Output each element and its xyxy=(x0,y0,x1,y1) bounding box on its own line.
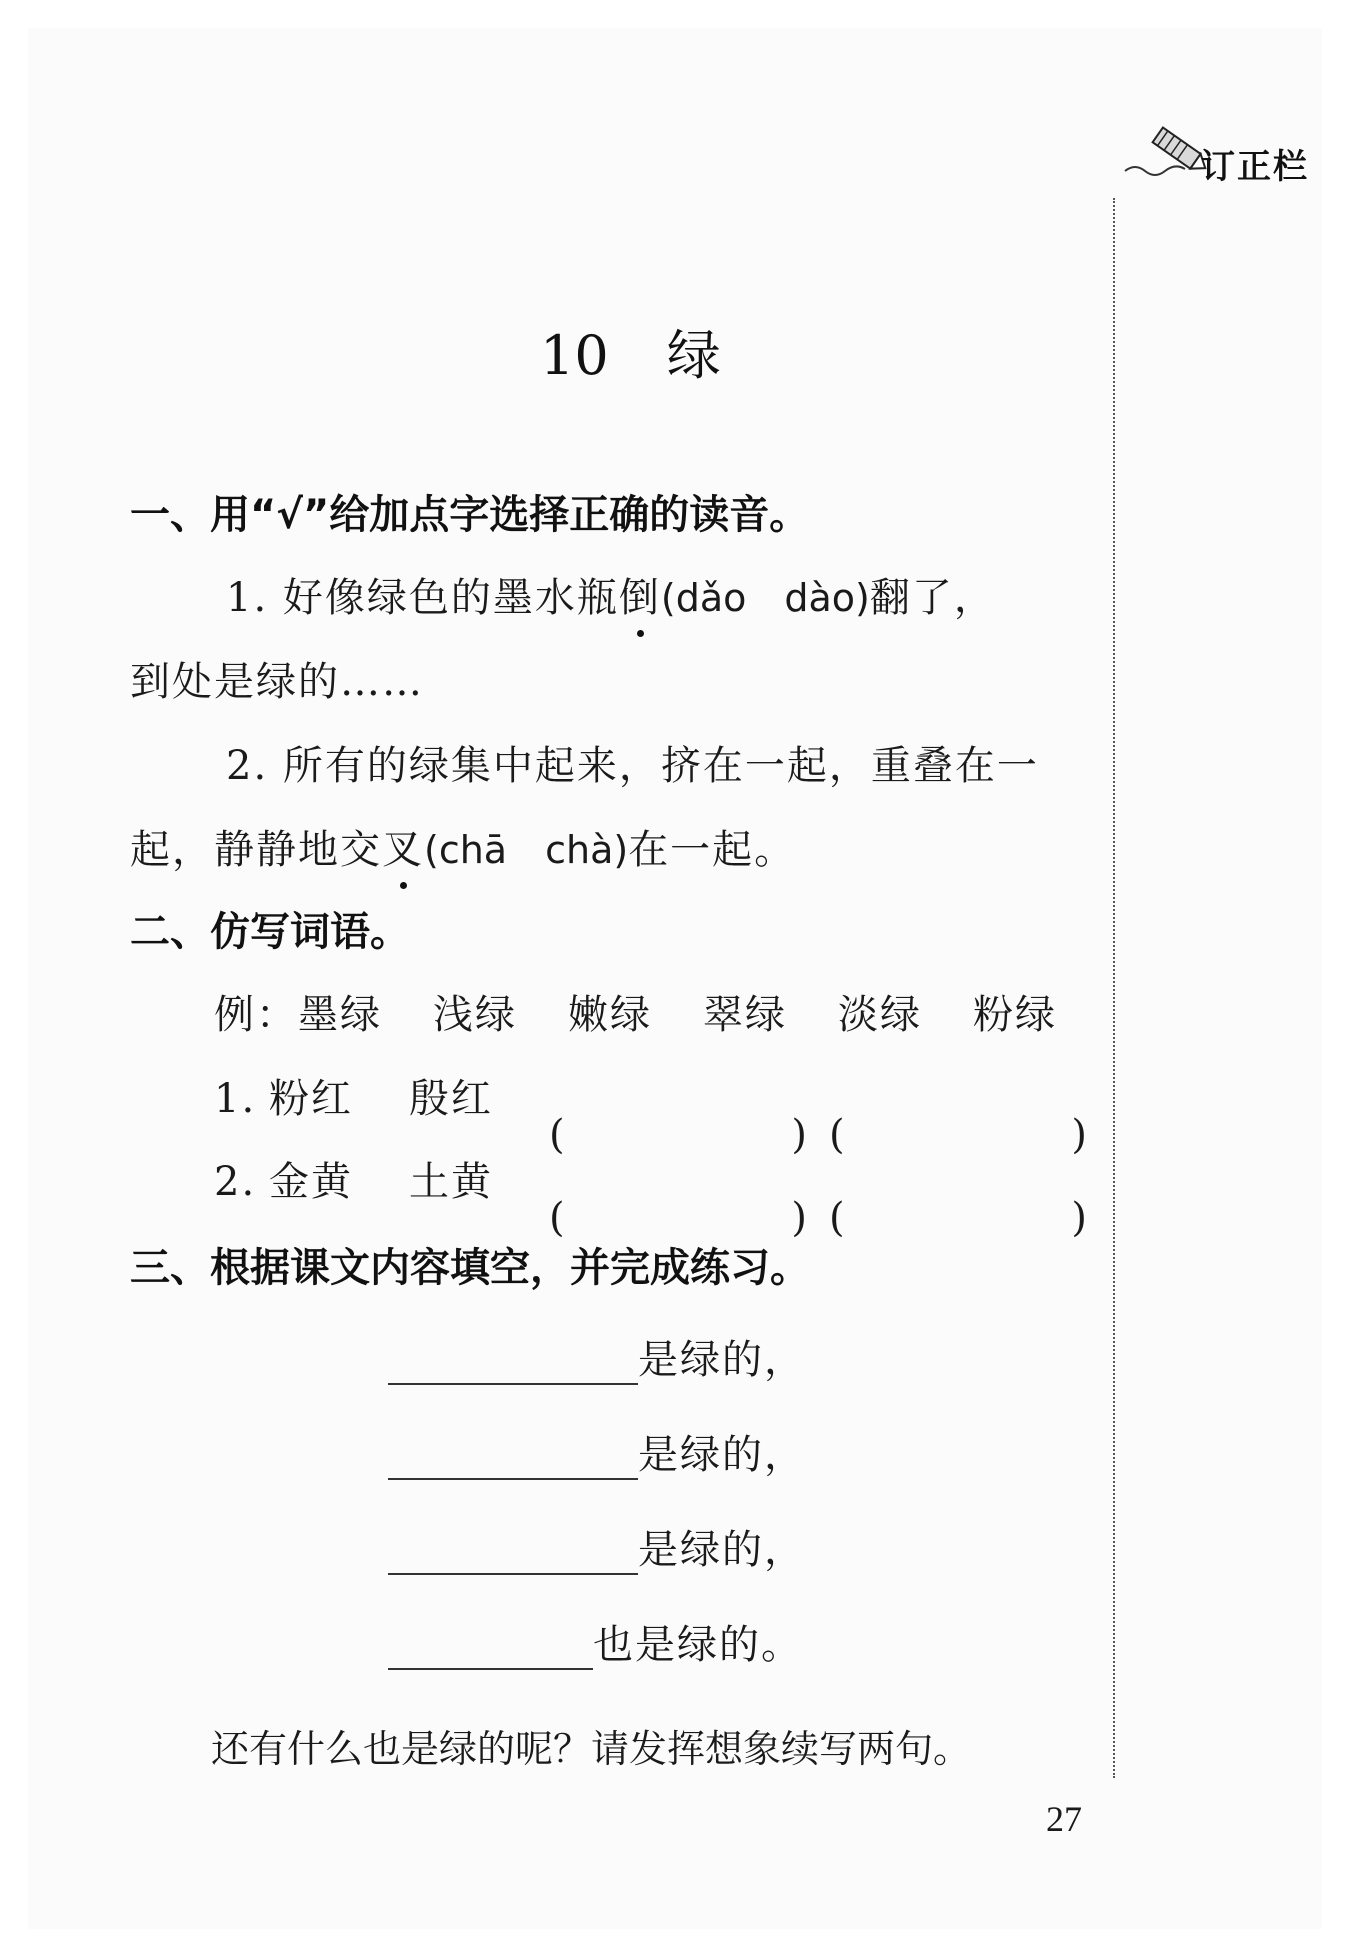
correction-divider xyxy=(1113,198,1115,1778)
section1-q2-line2 xyxy=(130,818,796,875)
lesson-number: 10 xyxy=(540,324,609,387)
page-number: 27 xyxy=(1046,1799,1082,1839)
q2-pinyin-options[interactable]: (chā chà) xyxy=(424,828,629,872)
q1-tail: 翻了， xyxy=(869,575,996,621)
fill-row: 也是绿的。 xyxy=(388,1613,803,1670)
q1-pinyin-options[interactable]: (dǎo dào) xyxy=(660,576,870,620)
example-word: 浅绿 xyxy=(433,992,517,1038)
fill-row: 是绿的， xyxy=(388,1518,806,1575)
q1-lead: 1. 好像绿色的墨水瓶 xyxy=(226,575,619,621)
fill-blank[interactable] xyxy=(388,1436,638,1480)
worksheet-page xyxy=(28,28,1322,1929)
row-word: 金黄 xyxy=(269,1159,353,1205)
row-word: 土黄 xyxy=(409,1159,493,1205)
example-word: 嫩绿 xyxy=(568,992,652,1038)
q2-dotted-char: 叉 xyxy=(382,818,424,875)
section1-heading: 一、用“√”给加点字选择正确的读音。 xyxy=(130,492,810,538)
q2-lead: 起，静静地交 xyxy=(130,827,382,873)
q1-dotted-char: 倒 xyxy=(619,566,661,623)
example-word: 淡绿 xyxy=(838,992,922,1038)
pencil-icon xyxy=(1123,123,1213,183)
section3-prompt: 还有什么也是绿的呢？请发挥想象续写两句。 xyxy=(211,1727,972,1771)
word-row-2: 2. 金黄 土黄 ( ) ( ) xyxy=(214,1150,1074,1207)
example-label: 例： xyxy=(214,992,298,1038)
section2-heading: 二、仿写词语。 xyxy=(130,909,410,955)
correction-column-header xyxy=(1123,123,1350,187)
correction-title: 订正栏 xyxy=(1201,147,1309,187)
lesson-title xyxy=(540,313,721,390)
example-word: 墨绿 xyxy=(298,992,382,1038)
row-number: 1. xyxy=(214,1076,257,1122)
fill-blank[interactable] xyxy=(388,1531,638,1575)
example-word: 翠绿 xyxy=(703,992,787,1038)
row-word: 粉红 xyxy=(269,1076,353,1122)
fill-row: 是绿的， xyxy=(388,1423,806,1480)
section1-q1-line1 xyxy=(226,566,996,623)
row-word: 殷红 xyxy=(409,1076,493,1122)
section1-q2-line1: 2. 所有的绿集中起来，挤在一起，重叠在一 xyxy=(226,743,1039,789)
fill-blank[interactable] xyxy=(388,1341,638,1385)
example-row xyxy=(214,983,1057,1040)
example-word: 粉绿 xyxy=(973,992,1057,1038)
section1-q1-line2: 到处是绿的…… xyxy=(130,659,424,705)
section3-heading: 三、根据课文内容填空，并完成练习。 xyxy=(130,1245,810,1291)
row-number: 2. xyxy=(214,1159,257,1205)
lesson-name: 绿 xyxy=(666,324,721,387)
fill-row: 是绿的， xyxy=(388,1328,806,1385)
fill-blank[interactable] xyxy=(388,1626,593,1670)
word-row-1: 1. 粉红 殷红 ( ) ( ) xyxy=(214,1067,1074,1124)
q2-tail: 在一起。 xyxy=(628,827,797,873)
